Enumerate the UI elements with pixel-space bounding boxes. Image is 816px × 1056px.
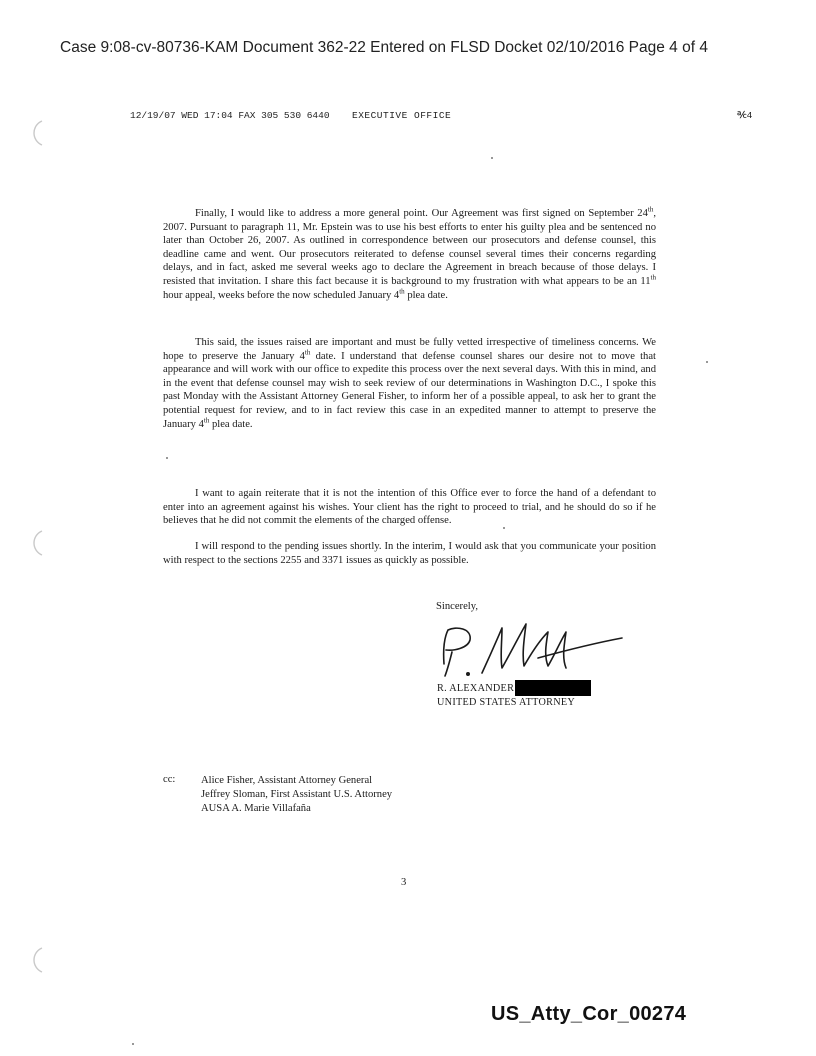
fax-office-name: EXECUTIVE OFFICE	[352, 110, 452, 121]
page-number: 3	[401, 877, 407, 888]
letter-paragraph-4: I will respond to the pending issues shortly. In the interim, I would ask that you communicate your position with respect to the sections 2255 and 3371 issues as quickly as possible.	[163, 541, 656, 566]
handwritten-signature	[430, 618, 630, 680]
signer-name: R. ALEXANDER	[437, 683, 515, 694]
scan-speck	[132, 1043, 134, 1045]
cc-recipient-list	[201, 774, 392, 815]
letter-paragraph-2: This said, the issues raised are important and must be fully vetted irrespective of timeliness concerns. We hope to preserve the January 4th date. I understand that defense counsel shares our desire not to move that appearance and will work with our office to expedite this process over the next several days. With this in mind, and in the event that defense counsel may wish to seek review of our determinations in Washington D.C., I spoke this past Monday with the Assistant Attorney General Fisher, to inform her of a possible appeal, to ask her to grant the potential request for review, and to in fact review this case in an expedited manner to attempt to preserve the January 4th plea date.	[163, 337, 657, 430]
redaction-box	[515, 680, 591, 696]
scan-speck	[166, 457, 168, 459]
signer-title: UNITED STATES ATTORNEY	[437, 697, 576, 708]
court-filing-header: Case 9:08-cv-80736-KAM Document 362-22 Entered on FLSD Docket 02/10/2016 Page 4 of 4	[60, 39, 708, 56]
letter-closing: Sincerely,	[436, 601, 478, 612]
fax-transmission-header: 12/19/07 WED 17:04 FAX 305 530 6440	[130, 110, 330, 121]
scan-speck	[706, 361, 708, 363]
cc-label: cc:	[163, 774, 176, 785]
scan-speck	[491, 157, 493, 159]
cc-recipient: Jeffrey Sloman, First Assistant U.S. Attorney	[201, 788, 393, 800]
letter-paragraph-1: Finally, I would like to address a more general point. Our Agreement was first signed on September 24th, 2007. Pursuant to paragraph 11, Mr. Epstein was to use his best efforts to enter his guilty plea and be sentenced no later than October 26, 2007. As outlined in correspondence between our prosecutors and defense counsel, this deadline came and went. Our prosecutors reiterated to defense counsel several times their concerns regarding delays, and in fact, asked me several weeks ago to declare the Agreement in breach because of those delays. I resisted that invitation. I share this fact because it is background to my frustration with what appears to be an 11th hour appeal, weeks before the now scheduled January 4th plea date.	[163, 205, 656, 301]
cc-recipient: AUSA A. Marie Villafaña	[201, 802, 311, 814]
letter-paragraph-3: I want to again reiterate that it is not the intention of this Office ever to force the hand of a defendant to enter into an agreement against his wishes. Your client has the right to proceed to trial, and he should do so if he believes that he did not commit the elements of the charged offense.	[163, 488, 656, 527]
punch-hole-icon	[22, 528, 46, 558]
cc-recipient: Alice Fisher, Assistant Attorney General	[201, 775, 373, 786]
bates-number: US_Atty_Cor_00274	[491, 1003, 687, 1025]
fax-page-indicator: ℀4	[737, 110, 753, 121]
punch-hole-icon	[22, 118, 46, 148]
punch-hole-icon	[22, 945, 46, 975]
